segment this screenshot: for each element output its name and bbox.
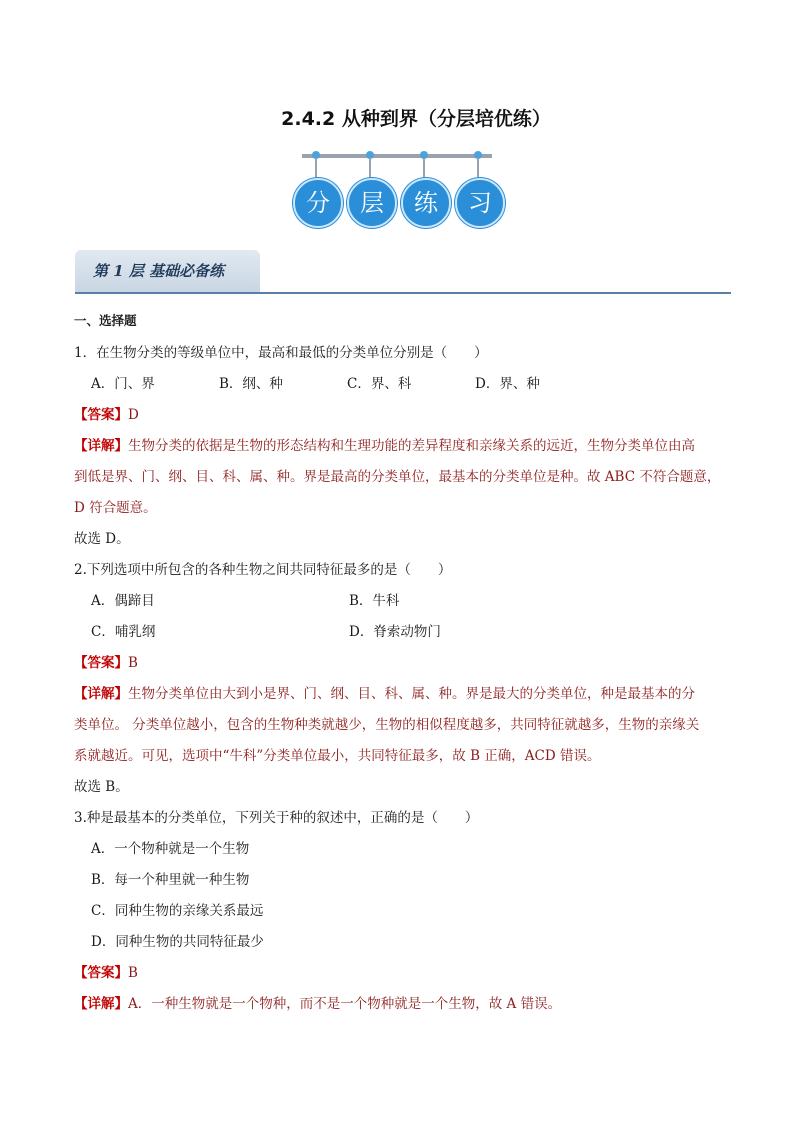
- option-row: [74, 927, 734, 958]
- detail-paragraph: [74, 431, 734, 524]
- option-a: A．一个物种就是一个生物: [91, 841, 250, 857]
- detail-tag: 【详解】: [74, 686, 128, 702]
- detail-tag: 【详解】: [74, 438, 128, 454]
- option-row: [74, 896, 734, 927]
- option-row: [74, 586, 734, 617]
- question-stem: 1．在生物分类的等级单位中，最高和最低的分类单位分别是（ ）: [74, 345, 488, 361]
- option-a: A．门、界: [91, 376, 155, 392]
- detail-text: D 符合题意。: [74, 500, 157, 516]
- layer-tab: 第 1 层 基础必备练: [75, 250, 260, 292]
- question-stem: 3.种是最基本的分类单位，下列关于种的叙述中，正确的是（ ）: [74, 810, 479, 826]
- layer-divider: [75, 292, 731, 294]
- answer-line: [74, 400, 734, 431]
- detail-text: 生物分类单位由大到小是界、门、纲、目、科、属、种。界是最大的分类单位，种是最基本的分: [128, 686, 695, 702]
- answer-tag: 【答案】: [74, 655, 128, 671]
- answer-tag: 【答案】: [74, 965, 128, 981]
- option-b: B．牛科: [349, 593, 400, 609]
- badge-fen: 分: [293, 178, 343, 228]
- badge-ceng: 层: [347, 178, 397, 228]
- document-body: [74, 310, 734, 1020]
- badge-peg: [477, 158, 479, 180]
- detail-text: 类单位。 分类单位越小，包含的生物种类就越少，生物的相似程度越多，共同特征就越多，生物的亲缘关: [74, 717, 700, 733]
- option-c: C．界、科: [347, 376, 412, 392]
- detail-paragraph: [74, 989, 734, 1020]
- badge-peg: [315, 158, 317, 180]
- option-d: D．脊索动物门: [349, 624, 441, 640]
- option-row: [74, 834, 734, 865]
- option-d: D．同种生物的共同特征最少: [91, 934, 264, 950]
- detail-text: 生物分类的依据是生物的形态结构和生理功能的差异程度和亲缘关系的远近，生物分类单位由高: [128, 438, 695, 454]
- answer-value: B: [128, 655, 138, 671]
- detail-tag: 【详解】: [74, 996, 128, 1012]
- badge-peg: [369, 158, 371, 180]
- answer-value: B: [128, 965, 138, 981]
- detail-text: 系就越近。可见，选项中“牛科”分类单位最小，共同特征最多，故 B 正确，ACD 错误。: [74, 748, 601, 764]
- badge-peg: [423, 158, 425, 180]
- option-row: [74, 865, 734, 896]
- document-title: 2.4.2 从种到界（分层培优练）: [281, 108, 551, 130]
- option-b: B．纲、种: [219, 376, 283, 392]
- badge-xi: 习: [455, 178, 505, 228]
- section-heading: 一、选择题: [74, 313, 137, 328]
- option-a: A．偶蹄目: [91, 593, 155, 609]
- option-row: [74, 369, 734, 400]
- title-rail: [302, 154, 492, 158]
- option-d: D．界、种: [475, 376, 540, 392]
- detail-paragraph: [74, 679, 734, 772]
- detail-text: A．一种生物就是一个物种，而不是一个物种就是一个生物，故 A 错误。: [128, 996, 562, 1012]
- badge-lian: 练: [401, 178, 451, 228]
- option-row: [74, 617, 734, 648]
- answer-tag: 【答案】: [74, 407, 128, 423]
- answer-line: [74, 958, 734, 989]
- conclusion: 故选 B。: [74, 779, 129, 795]
- answer-line: [74, 648, 734, 679]
- option-c: C．哺乳纲: [91, 624, 156, 640]
- conclusion: 故选 D。: [74, 531, 130, 547]
- option-b: B．每一个种里就一种生物: [91, 872, 250, 888]
- answer-value: D: [128, 407, 139, 423]
- question-stem: 2.下列选项中所包含的各种生物之间共同特征最多的是（ ）: [74, 562, 452, 578]
- detail-text: 到低是界、门、纲、目、科、属、种。界是最高的分类单位，最基本的分类单位是种。故 ABC 不符合题意，: [74, 469, 721, 485]
- option-c: C．同种生物的亲缘关系最远: [91, 903, 264, 919]
